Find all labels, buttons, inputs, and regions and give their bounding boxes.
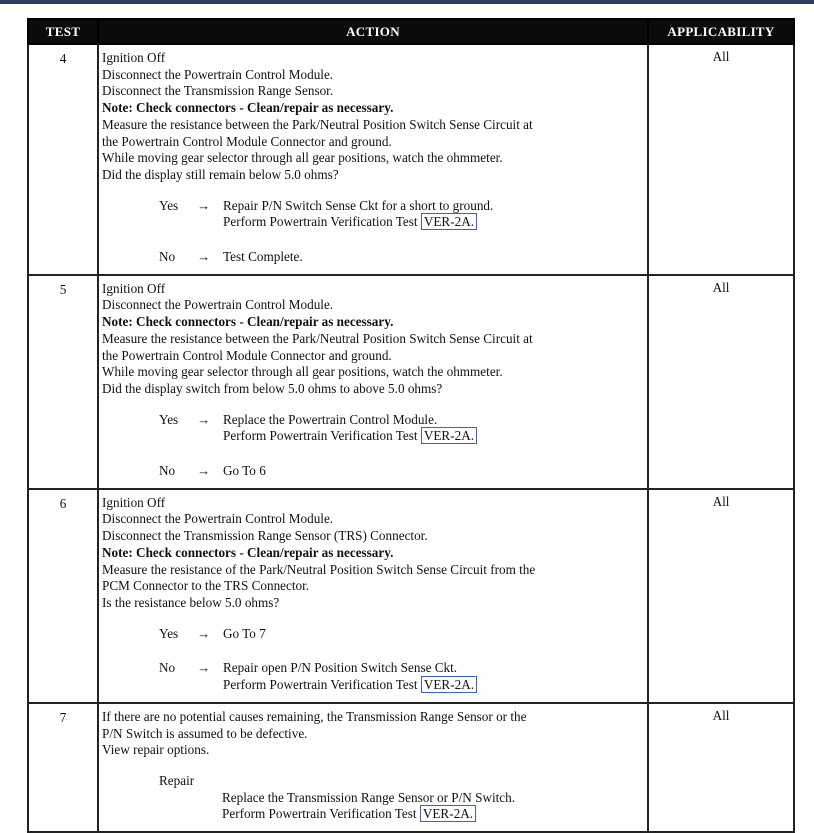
arrow-icon: → [197,197,211,213]
verification-text: Perform Powertrain Verification Test [223,428,418,444]
test-number: 7 [28,703,98,832]
action-line: View repair options. [102,742,210,758]
yes-result[interactable]: Go To 7 [223,625,266,641]
no-label: No [159,249,176,265]
no-result: Test Complete. [223,249,303,265]
action-line: Ignition Off [102,50,166,65]
header-applicability: APPLICABILITY [648,19,794,44]
no-label: No [159,660,176,676]
no-outcome [159,660,644,693]
table-row [28,703,794,832]
ver-2a-link[interactable]: VER-2A. [421,427,477,444]
arrow-icon: → [197,249,211,265]
action-line: Measure the resistance between the Park/Neutral Position Switch Sense Circuit at [102,330,533,346]
action-line: If there are no potential causes remaining, the Transmission Range Sensor or the [102,708,527,724]
yes-label: Yes [159,197,179,213]
action-line: Measure the resistance of the Park/Neutral Position Switch Sense Circuit from the [102,561,536,577]
repair-label: Repair [159,772,195,788]
yes-label: Yes [159,411,179,427]
question-line: Is the resistance below 5.0 ohms? [102,594,280,610]
action-cell [98,489,648,703]
note-line: Note: Check connectors - Clean/repair as necessary. [102,544,394,560]
no-label: No [159,463,176,479]
applicability-value: All [648,489,794,703]
action-line: While moving gear selector through all gear positions, watch the ohmmeter. [102,150,503,166]
header-test: TEST [28,19,98,44]
repair-result: Replace the Transmission Range Sensor or P/N Switch. [222,789,516,805]
test-number: 4 [28,44,98,275]
note-line: Note: Check connectors - Clean/repair as necessary. [102,314,394,330]
diagnostic-table [27,18,795,833]
action-line: PCM Connector to the TRS Connector. [102,578,310,594]
ver-2a-link[interactable]: VER-2A. [421,676,477,693]
action-line: Disconnect the Powertrain Control Module. [102,511,334,527]
verification-text: Perform Powertrain Verification Test [223,214,418,230]
no-result[interactable]: Go To 6 [223,463,266,479]
arrow-icon: → [197,411,211,427]
applicability-value: All [648,44,794,275]
action-line: Disconnect the Powertrain Control Module. [102,66,334,82]
note-line: Note: Check connectors - Clean/repair as necessary. [102,100,394,116]
verification-text: Perform Powertrain Verification Test [223,677,418,693]
action-line: Disconnect the Transmission Range Sensor. [102,83,334,99]
no-outcome [159,463,644,480]
action-cell [98,275,648,489]
ver-2a-link[interactable]: VER-2A. [420,805,476,822]
action-line: Ignition Off [102,494,166,510]
applicability-value: All [648,703,794,832]
test-number: 5 [28,275,98,489]
no-outcome [159,249,644,266]
action-cell [98,44,648,275]
action-line: Disconnect the Transmission Range Sensor (TRS) Connector. [102,528,428,544]
test-number: 6 [28,489,98,703]
arrow-icon: → [197,463,211,479]
verification-text: Perform Powertrain Verification Test [222,806,417,822]
action-line: P/N Switch is assumed to be defective. [102,725,308,741]
action-line: While moving gear selector through all gear positions, watch the ohmmeter. [102,364,503,380]
question-line: Did the display switch from below 5.0 ohms to above 5.0 ohms? [102,380,443,396]
ver-2a-link[interactable]: VER-2A. [421,213,477,230]
header-action: ACTION [98,19,648,44]
yes-outcome [159,198,644,231]
action-line: Measure the resistance between the Park/Neutral Position Switch Sense Circuit at [102,116,533,132]
table-row [28,275,794,489]
yes-outcome [159,412,644,445]
arrow-icon: → [197,660,211,676]
yes-label: Yes [159,625,179,641]
applicability-value: All [648,275,794,489]
question-line: Did the display still remain below 5.0 ohms? [102,166,339,182]
action-line: the Powertrain Control Module Connector and ground. [102,133,392,149]
yes-outcome [159,626,644,643]
table-row [28,489,794,703]
action-line: Disconnect the Powertrain Control Module. [102,297,334,313]
yes-result: Replace the Powertrain Control Module. [223,411,438,427]
arrow-icon: → [197,625,211,641]
no-result: Repair open P/N Position Switch Sense Ckt. [223,660,458,676]
action-cell [98,703,648,832]
table-header-row [28,19,794,44]
table-row [28,44,794,275]
yes-result: Repair P/N Switch Sense Ckt for a short to ground. [223,197,494,213]
action-line: Ignition Off [102,280,166,296]
action-line: the Powertrain Control Module Connector and ground. [102,347,392,363]
top-rule [0,0,814,4]
